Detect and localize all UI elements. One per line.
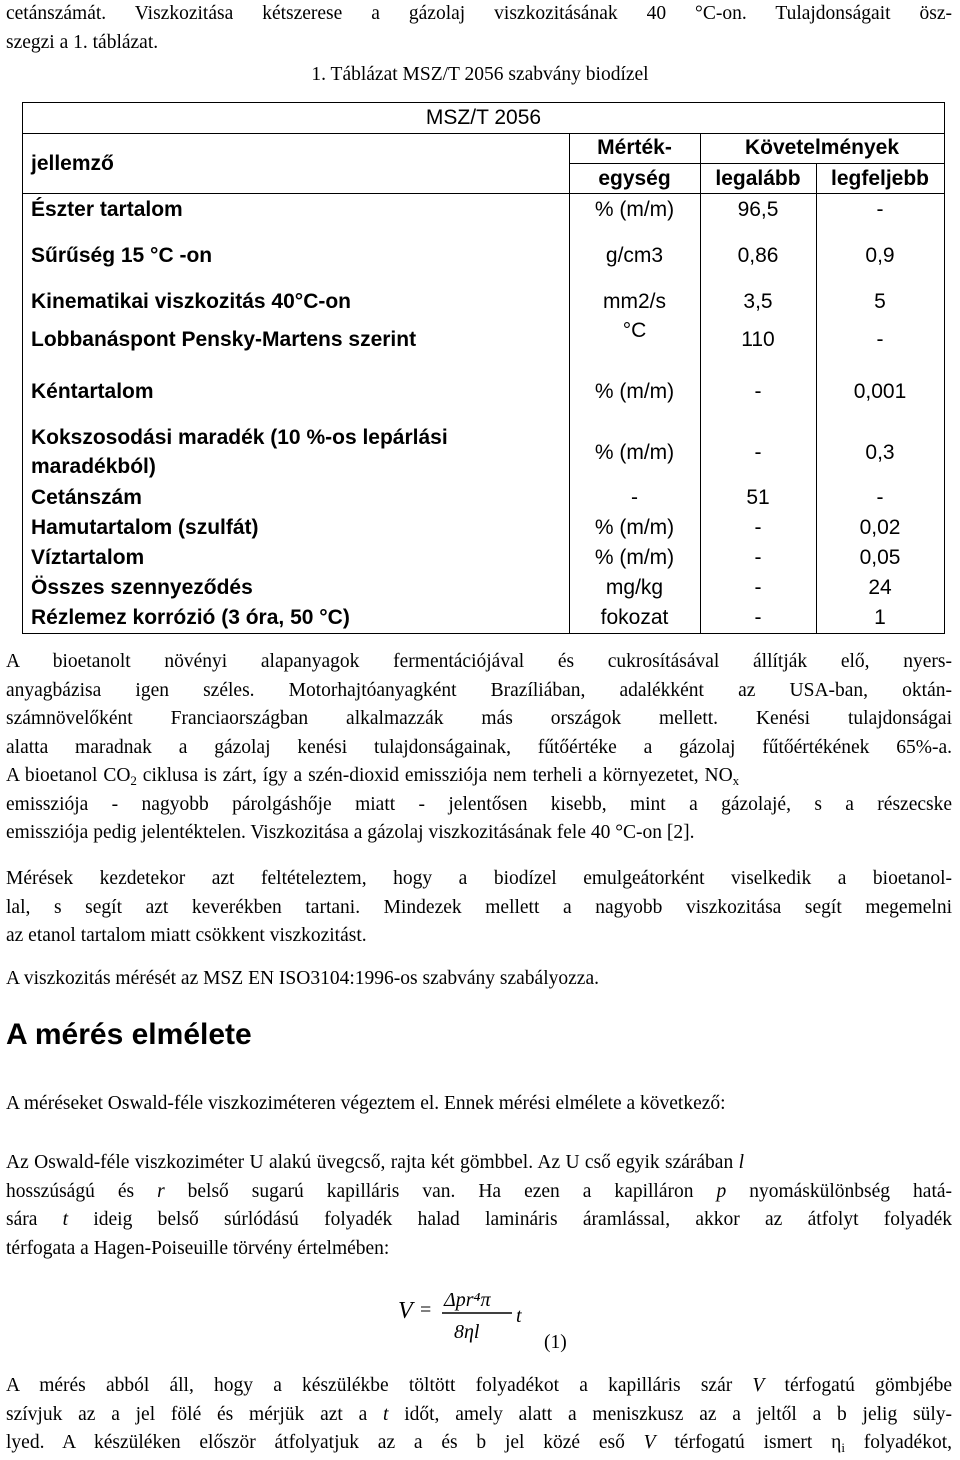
final-paragraph <box>6 1372 952 1458</box>
row-min: - <box>754 380 762 403</box>
text-line: számnövelőként Franciaországban alkalmazzák más országok mellett. Kenési tulajdonságai <box>6 708 952 729</box>
measurement-paragraph <box>6 865 952 951</box>
row-unit: % (m/m) <box>594 198 675 221</box>
row-name: Kéntartalom <box>31 380 154 403</box>
row-name: Sűrűség 15 °C -on <box>31 244 213 267</box>
row-max: 1 <box>874 606 886 629</box>
row-max: 24 <box>868 576 892 599</box>
intro-line: cetánszámát. Viszkozitása kétszerese a gázolaj viszkozitásának 40 °C-on. Tulajdonságait ösz- <box>6 3 952 24</box>
standard-paragraph: A viszkozitás mérését az MSZ EN ISO3104:1996-os szabvány szabályozza. <box>6 968 599 989</box>
col-header-max: legfeljebb <box>830 167 930 190</box>
intro-paragraph <box>6 0 952 57</box>
row-name: Lobbanáspont Pensky-Martens szerint <box>31 328 417 351</box>
row-max: - <box>876 486 884 509</box>
row-name: maradékból) <box>31 455 156 478</box>
text-line: szívjuk az a jel fölé és mérjük azt a t időt, amely alatt a meniszkusz az a jeltől a b jelig süly- <box>6 1403 952 1425</box>
oswald-paragraph <box>6 1149 952 1263</box>
row-unit: mm2/s <box>603 290 666 313</box>
text-line: térfogata a Hagen-Poiseuille törvény értelmében: <box>6 1237 390 1259</box>
row-min: 51 <box>746 486 770 509</box>
row-max: 0,001 <box>853 380 907 403</box>
row-min: - <box>754 441 762 464</box>
text-line: emissziója pedig jelentéktelen. Viszkozitása a gázolaj viszkozitásának fele 40 °C-on [2]. <box>6 822 695 843</box>
row-name: Kokszosodási maradék (10 %-os lepárlási <box>31 426 448 449</box>
intro-line: szegzi a 1. táblázat. <box>6 31 159 53</box>
text-line: A bioetanol $CO_2$ ciklusa is zárt, így a szén-dioxid emissziója nem terheli a környezetet, $NO_x$ <box>6 765 740 788</box>
text-line: A bioetanolt növényi alapanyagok fermentációjával és cukrosításával állítják elő, nyers- <box>6 651 952 672</box>
row-unit: % (m/m) <box>594 516 675 539</box>
text-line: emissziója - nagyobb párolgáshője miatt - jelentősen kisebb, mint a gázolajé, s a részecske <box>6 793 952 815</box>
row-min: 3,5 <box>743 290 773 313</box>
row-name: Cetánszám <box>31 486 142 509</box>
row-max: 5 <box>874 290 886 313</box>
section-heading: A mérés elmélete <box>6 1018 252 1051</box>
col-header-min: legalább <box>715 167 801 190</box>
text-line: anyagbázisa igen széles. Motorhajtóanyagként Brazíliában, adalékként az USA-ban, oktán- <box>6 679 952 701</box>
biodiesel-spec-table <box>22 102 945 634</box>
table-caption: 1. Táblázat MSZ/T 2056 szabvány biodízel <box>311 64 649 85</box>
formula-lhs: V <box>398 1298 413 1324</box>
formula-equals: = <box>420 1299 432 1321</box>
formula-graphic <box>392 1286 532 1346</box>
row-max: - <box>876 198 884 221</box>
row-max: 0,9 <box>865 244 895 267</box>
row-max: 0,05 <box>859 546 901 569</box>
formula-numerator: Δpr⁴π <box>444 1289 491 1311</box>
text-line: lal, s segít azt keverékben tartani. Mindezek mellett a nagyobb viszkozitása segít megemelni <box>6 896 952 918</box>
row-min: - <box>754 546 762 569</box>
row-min: - <box>754 606 762 629</box>
text-line: az etanol tartalom miatt csökkent viszkozitást. <box>6 925 367 946</box>
row-max: - <box>876 328 884 351</box>
row-name: Víztartalom <box>31 546 145 569</box>
row-unit: °C <box>622 319 647 342</box>
row-unit: mg/kg <box>605 576 664 599</box>
text-line: hosszúságú és r belső sugarú kapilláris van. Ha ezen a kapilláron p nyomáskülönbség hatá- <box>6 1180 953 1202</box>
row-max: 0,02 <box>859 516 901 539</box>
row-unit: - <box>631 486 638 509</box>
group-header: MSZ/T 2056 <box>425 106 542 129</box>
bioethanol-paragraph <box>6 648 952 848</box>
row-unit: % (m/m) <box>594 441 675 464</box>
row-name: Rézlemez korrózió (3 óra, 50 °C) <box>31 606 350 629</box>
col-header-unit: egység <box>598 167 671 190</box>
text-line: lyed. A készüléken először átfolyatjuk az a és b jel közé eső V térfogatú ismert $\eta_i$ folyadékot, <box>6 1432 953 1455</box>
col-header-requirements: Követelmények <box>744 136 900 159</box>
text-line: Mérések kezdetekor azt feltételeztem, hogy a biodízel emulgeátorként viselkedik a bioetanol- <box>6 868 952 889</box>
row-min: - <box>754 516 762 539</box>
row-name: Összes szennyeződés <box>31 576 253 599</box>
row-name: Kinematikai viszkozitás 40°C-on <box>31 290 352 313</box>
hagen-poiseuille-formula <box>392 1286 532 1346</box>
row-min: 0,86 <box>737 244 779 267</box>
row-min: 110 <box>741 328 775 351</box>
text-line: Az Oswald-féle viszkoziméter U alakú üvegcső, rajta két gömbbel. Az U cső egyik szárában l <box>6 1152 744 1173</box>
row-name: Hamutartalom (szulfát) <box>31 516 259 539</box>
text-line: alatta maradnak a gázolaj kenési tulajdonságainak, fűtőértéke a gázolaj fűtőértékének 65%-a. <box>6 736 952 758</box>
equation-number: (1) <box>544 1332 567 1353</box>
row-unit: % (m/m) <box>594 546 675 569</box>
text-line: sára t ideig belső súrlódású folyadék halad lamináris áramlással, akkor az átfolyt folyadék <box>6 1209 952 1230</box>
row-unit: g/cm3 <box>605 244 664 267</box>
row-unit: % (m/m) <box>594 380 675 403</box>
col-header-unit: Mérték- <box>597 136 672 159</box>
row-min: 96,5 <box>737 198 779 221</box>
row-name: Észter tartalom <box>31 198 183 221</box>
formula-denominator: 8ηl <box>454 1321 480 1343</box>
text-line: A mérés abból áll, hogy a készülékbe töltött folyadékot a kapilláris szár V térfogatú gömbjébe <box>6 1375 953 1396</box>
row-unit: fokozat <box>600 606 669 629</box>
formula-t: t <box>516 1305 522 1327</box>
row-min: - <box>754 576 762 599</box>
col-header-property: jellemző <box>31 152 114 175</box>
row-max: 0,3 <box>865 441 895 464</box>
oswald-intro-paragraph: A méréseket Oswald-féle viszkoziméteren végeztem el. Ennek mérési elmélete a következő: <box>6 1093 726 1114</box>
